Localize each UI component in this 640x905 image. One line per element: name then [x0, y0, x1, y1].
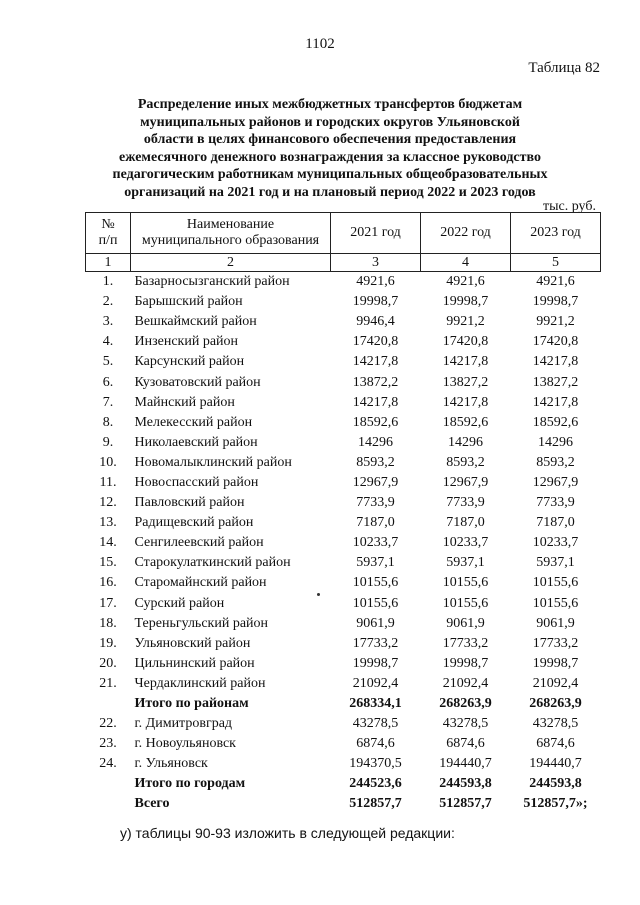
- row-number: 3.: [102, 314, 114, 330]
- value-2022: 9921,2: [446, 314, 485, 330]
- value-2021: 9061,9: [356, 615, 395, 631]
- value-2022: 268263,9: [439, 696, 492, 712]
- value-2022: 10155,6: [442, 575, 489, 591]
- value-2021: 6874,6: [356, 736, 395, 752]
- value-2021: 19998,7: [352, 655, 399, 671]
- value-2021: 12967,9: [352, 474, 399, 490]
- value-2022: 14217,8: [442, 394, 489, 410]
- table-row: [86, 292, 601, 312]
- value-2023: 14296: [538, 434, 573, 450]
- table-row: [86, 553, 601, 573]
- row-number: 15.: [99, 555, 117, 571]
- value-2021: 14296: [358, 434, 393, 450]
- row-number: 7.: [102, 394, 114, 410]
- row-number: 13.: [99, 515, 117, 531]
- header-2023: 2023 год: [511, 213, 601, 254]
- value-2023: 21092,4: [532, 675, 579, 691]
- value-2023: 9061,9: [536, 615, 575, 631]
- value-2022: 7733,9: [446, 495, 485, 511]
- table-row: [86, 493, 601, 513]
- table-row: [86, 573, 601, 593]
- row-name: Радищевский район: [134, 515, 254, 531]
- value-2023: 10233,7: [532, 535, 579, 551]
- table-row: [86, 734, 601, 754]
- value-2022: 19998,7: [442, 294, 489, 310]
- row-number: 23.: [99, 736, 117, 752]
- row-number: [86, 794, 131, 814]
- value-2023: 14217,8: [532, 354, 579, 370]
- page-number: 1102: [305, 36, 335, 52]
- row-name: Цильнинский район: [134, 655, 255, 671]
- column-number: 4: [421, 254, 511, 272]
- value-2023: 7187,0: [536, 515, 575, 531]
- row-number: 12.: [99, 495, 117, 511]
- value-2022: 13827,2: [442, 374, 489, 390]
- value-2021: 7187,0: [356, 515, 395, 531]
- value-2023: 18592,6: [532, 414, 579, 430]
- table-row: [86, 714, 601, 734]
- value-2023: 19998,7: [532, 294, 579, 310]
- value-2021: 21092,4: [352, 675, 399, 691]
- value-2023: 9921,2: [536, 314, 575, 330]
- table-row: [86, 614, 601, 634]
- value-2021: 7733,9: [356, 495, 395, 511]
- row-name: Базарносызганский район: [134, 274, 290, 290]
- value-2023: 17733,2: [532, 635, 579, 651]
- row-name: Мелекесский район: [134, 414, 253, 430]
- row-number: 24.: [99, 756, 117, 772]
- column-number: 3: [331, 254, 421, 272]
- value-2021: 14217,8: [352, 354, 399, 370]
- row-name: Итого по районам: [134, 696, 249, 712]
- row-number: 21.: [99, 675, 117, 691]
- header-2021: 2021 год: [331, 213, 421, 254]
- transfers-table: [85, 212, 601, 815]
- total-row: [86, 794, 601, 814]
- value-2022: 4921,6: [446, 274, 485, 290]
- value-2022: 14296: [448, 434, 483, 450]
- value-2023: 512857,7»;: [523, 796, 588, 812]
- row-name: г. Новоульяновск: [134, 736, 236, 752]
- table-row: [86, 352, 601, 372]
- table-row: [86, 754, 601, 774]
- row-name: Павловский район: [134, 495, 245, 511]
- value-2023: 13827,2: [532, 374, 579, 390]
- row-name: Инзенский район: [134, 334, 239, 350]
- value-2021: 9946,4: [356, 314, 395, 330]
- table-row: [86, 272, 601, 293]
- column-number: 5: [511, 254, 601, 272]
- table-label: Таблица 82: [528, 60, 600, 76]
- value-2022: 512857,7: [439, 796, 492, 812]
- table-row: [86, 372, 601, 392]
- scan-speck: [317, 593, 320, 596]
- value-2022: 19998,7: [442, 655, 489, 671]
- value-2021: 194370,5: [349, 756, 402, 772]
- column-number: 1: [86, 254, 131, 272]
- table-row: [86, 473, 601, 493]
- value-2022: 7187,0: [446, 515, 485, 531]
- row-number: 8.: [102, 414, 114, 430]
- row-number: 20.: [99, 655, 117, 671]
- row-number: 14.: [99, 535, 117, 551]
- row-name: Вешкаймский район: [134, 314, 257, 330]
- title-line: муниципальных районов и городских округов Ульяновской: [140, 114, 520, 130]
- value-2021: 19998,7: [352, 294, 399, 310]
- row-number: 5.: [102, 354, 114, 370]
- row-number: 19.: [99, 635, 117, 651]
- row-name: г. Ульяновск: [134, 756, 208, 772]
- row-name: Майнский район: [134, 394, 235, 410]
- value-2021: 8593,2: [356, 454, 395, 470]
- value-2023: 4921,6: [536, 274, 575, 290]
- row-name: Сенгилеевский район: [134, 535, 264, 551]
- row-number: 17.: [99, 595, 117, 611]
- row-number: [86, 694, 131, 714]
- value-2021: 10155,6: [352, 575, 399, 591]
- value-2022: 43278,5: [442, 716, 489, 732]
- row-number: 1.: [102, 274, 114, 290]
- row-name: Тереньгульский район: [134, 615, 269, 631]
- value-2023: 19998,7: [532, 655, 579, 671]
- value-2023: 7733,9: [536, 495, 575, 511]
- value-2021: 10233,7: [352, 535, 399, 551]
- row-name: Всего: [134, 796, 170, 812]
- value-2021: 5937,1: [356, 555, 395, 571]
- row-number: 11.: [99, 474, 117, 490]
- value-2021: 17733,2: [352, 635, 399, 651]
- value-2021: 268334,1: [349, 696, 402, 712]
- header-row: [86, 213, 601, 254]
- row-number: 2.: [102, 294, 114, 310]
- table-row: [86, 634, 601, 654]
- table-row: [86, 393, 601, 413]
- row-number: 18.: [99, 615, 117, 631]
- value-2022: 5937,1: [446, 555, 485, 571]
- value-2023: 8593,2: [536, 454, 575, 470]
- footer-text: у) таблицы 90-93 изложить в следующей редакции:: [120, 825, 455, 841]
- value-2022: 12967,9: [442, 474, 489, 490]
- title-line: области в целях финансового обеспечения предоставления: [143, 132, 517, 148]
- table-body: [86, 272, 601, 815]
- value-2022: 14217,8: [442, 354, 489, 370]
- value-2023: 17420,8: [532, 334, 579, 350]
- value-2023: 10155,6: [532, 575, 579, 591]
- row-name: Чердаклинский район: [134, 675, 266, 691]
- value-2023: 5937,1: [536, 555, 575, 571]
- value-2022: 194440,7: [439, 756, 492, 772]
- row-name: г. Димитровград: [134, 716, 233, 732]
- table-row: [86, 312, 601, 332]
- value-2023: 268263,9: [529, 696, 582, 712]
- value-2023: 14217,8: [532, 394, 579, 410]
- value-2021: 10155,6: [352, 595, 399, 611]
- row-name: Старомайнский район: [134, 575, 267, 591]
- table-row: [86, 513, 601, 533]
- units-label: тыс. руб.: [543, 199, 596, 214]
- value-2022: 18592,6: [442, 414, 489, 430]
- row-number: 6.: [102, 374, 114, 390]
- value-2021: 244523,6: [349, 776, 402, 792]
- header-2022: 2022 год: [421, 213, 511, 254]
- table-row: [86, 654, 601, 674]
- row-name: Кузоватовский район: [134, 374, 261, 390]
- table-row: [86, 413, 601, 433]
- value-2023: 6874,6: [536, 736, 575, 752]
- table-row: [86, 674, 601, 694]
- row-name: Ульяновский район: [134, 635, 251, 651]
- title-line: ежемесячного денежного вознаграждения за классное руководство: [119, 149, 541, 165]
- value-2022: 6874,6: [446, 736, 485, 752]
- value-2022: 10233,7: [442, 535, 489, 551]
- row-number: 16.: [99, 575, 117, 591]
- value-2021: 4921,6: [356, 274, 395, 290]
- row-number: 10.: [99, 454, 117, 470]
- total-row: [86, 694, 601, 714]
- row-name: Итого по городам: [134, 776, 246, 792]
- value-2023: 10155,6: [532, 595, 579, 611]
- title-line: организаций на 2021 год и на плановый период 2022 и 2023 годов: [124, 184, 536, 200]
- row-name: Сурский район: [134, 595, 225, 611]
- value-2022: 10155,6: [442, 595, 489, 611]
- value-2022: 8593,2: [446, 454, 485, 470]
- row-number: [86, 774, 131, 794]
- value-2023: 244593,8: [529, 776, 582, 792]
- value-2023: 43278,5: [532, 716, 579, 732]
- row-number: 9.: [102, 434, 114, 450]
- table-row: [86, 332, 601, 352]
- row-name: Новоспасский район: [134, 474, 259, 490]
- column-numbers-row: [86, 254, 601, 272]
- row-name: Барышский район: [134, 294, 243, 310]
- table-row: [86, 533, 601, 553]
- value-2021: 14217,8: [352, 394, 399, 410]
- header-num: № п/п: [86, 213, 131, 254]
- row-name: Карсунский район: [134, 354, 245, 370]
- row-number: 4.: [102, 334, 114, 350]
- value-2022: 17733,2: [442, 635, 489, 651]
- table-row: [86, 594, 601, 614]
- document-title: [110, 96, 550, 202]
- value-2023: 194440,7: [529, 756, 582, 772]
- value-2021: 43278,5: [352, 716, 399, 732]
- column-number: 2: [131, 254, 331, 272]
- header-name: Наименование муниципального образования: [131, 213, 331, 254]
- total-row: [86, 774, 601, 794]
- row-name: Старокулаткинский район: [134, 555, 291, 571]
- value-2021: 18592,6: [352, 414, 399, 430]
- table-row: [86, 433, 601, 453]
- row-name: Николаевский район: [134, 434, 258, 450]
- value-2022: 21092,4: [442, 675, 489, 691]
- row-name: Новомалыклинский район: [134, 454, 292, 470]
- value-2021: 13872,2: [352, 374, 399, 390]
- value-2021: 512857,7: [349, 796, 402, 812]
- title-line: Распределение иных межбюджетных трансфертов бюджетам: [137, 97, 523, 112]
- value-2022: 17420,8: [442, 334, 489, 350]
- row-number: 22.: [99, 716, 117, 732]
- value-2023: 12967,9: [532, 474, 579, 490]
- value-2021: 17420,8: [352, 334, 399, 350]
- value-2022: 244593,8: [439, 776, 492, 792]
- table-row: [86, 453, 601, 473]
- value-2022: 9061,9: [446, 615, 485, 631]
- title-line: педагогическим работникам муниципальных общеобразовательных: [112, 167, 548, 183]
